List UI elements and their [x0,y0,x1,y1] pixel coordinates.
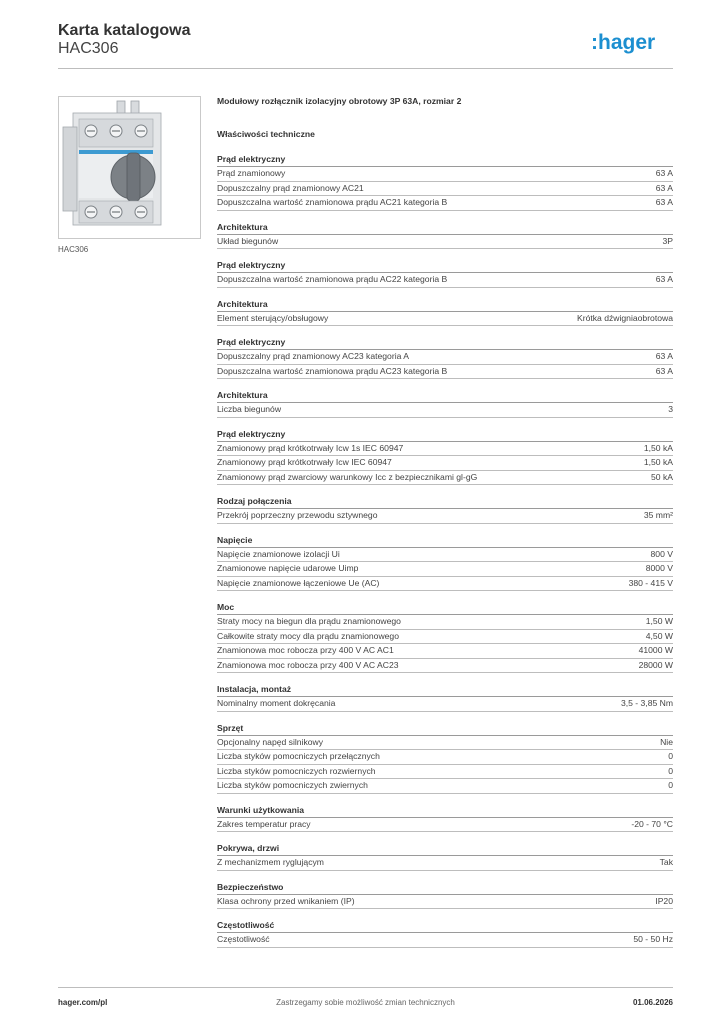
spec-group [217,842,673,871]
spec-label: Straty mocy na biegun dla prądu znamionowego [217,616,401,626]
spec-value: Nie [660,736,673,747]
spec-group [217,336,673,379]
spec-row [217,350,673,365]
group-title: Napięcie [217,534,673,548]
spec-value: 800 V [650,548,673,559]
group-title: Sprzęt [217,722,673,736]
spec-group [217,153,673,211]
spec-label: Napięcie znamionowe izolacji Ui [217,548,340,559]
spec-row [217,856,673,871]
group-title: Moc [217,601,673,615]
spec-label: Znamionowa moc robocza przy 400 V AC AC23 [217,659,399,670]
spec-row [217,818,673,833]
spec-label: Liczba styków pomocniczych zwiernych [217,780,368,790]
spec-group [217,298,673,327]
spec-label: Układ biegunów [217,235,279,246]
spec-label: Z mechanizmem ryglującym [217,857,324,867]
spec-value: 41000 W [638,645,673,655]
footer-date: 01.06.2026 [632,998,673,1007]
spec-group [217,428,673,486]
spec-label: Znamionowa moc robocza przy 400 V AC AC1 [217,645,394,655]
spec-label: Dopuszczalny prąd znamionowy AC21 [217,182,364,193]
spec-value: 63 A [655,168,673,178]
spec-row [217,509,673,524]
spec-label: Znamionowe napięcie udarowe Uimp [217,563,359,573]
spec-value: 50 kA [651,471,673,482]
spec-value: 3P [662,235,673,246]
spec-value: Krótka dźwigniaobrotowa [576,312,673,323]
spec-label: Dopuszczalna wartość znamionowa prądu AC23 kategoria B [217,365,448,376]
group-title: Bezpieczeństwo [217,881,673,895]
spec-row [217,456,673,471]
header-divider [58,68,673,69]
spec-value: 63 A [655,351,673,361]
product-code: HAC306 [58,40,119,57]
hager-logo[interactable] [591,29,673,55]
spec-group [217,722,673,794]
group-title: Rodzaj połączenia [217,495,673,509]
spec-group [217,221,673,250]
spec-value: 1,50 W [645,616,673,626]
spec-row [217,182,673,197]
spec-value: -20 - 70 °C [631,818,673,829]
spec-value: 63 A [655,365,673,376]
spec-label: Klasa ochrony przed wnikaniem (IP) [217,895,355,906]
group-title: Prąd elektryczny [217,153,673,167]
spec-label: Liczba styków pomocniczych rozwiernych [217,765,376,776]
spec-value: 3,5 - 3,85 Nm [620,698,673,708]
group-title: Prąd elektryczny [217,428,673,442]
spec-row [217,403,673,418]
spec-row [217,365,673,380]
spec-label: Nominalny moment dokręcania [217,698,336,708]
product-title: Modułowy rozłącznik izolacyjny obrotowy 3P 63A, rozmiar 2 [217,96,462,106]
group-title: Architektura [217,298,673,312]
group-title: Prąd elektryczny [217,259,673,273]
spec-value: Tak [659,857,673,867]
spec-label: Zakres temperatur pracy [217,818,311,829]
spec-row [217,312,673,327]
logo-text: :hager [591,31,656,54]
spec-group [217,804,673,833]
spec-content [217,96,673,958]
spec-value: 0 [668,780,673,790]
spec-row [217,697,673,712]
spec-value: 63 A [655,182,673,193]
spec-group [217,601,673,673]
spec-row [217,235,673,250]
spec-label: Napięcie znamionowe łączeniowe Ue (AC) [217,577,380,588]
page-header [58,22,673,66]
spec-row [217,577,673,592]
spec-value: IP20 [655,895,673,906]
spec-value: 3 [668,404,673,414]
group-title: Częstotliwość [217,919,673,933]
spec-label: Dopuszczalna wartość znamionowa prądu AC22 kategoria B [217,274,448,284]
spec-row [217,196,673,211]
spec-group [217,881,673,910]
group-title: Instalacja, montaż [217,683,673,697]
spec-group [217,495,673,524]
spec-value: 0 [668,765,673,776]
spec-label: Częstotliwość [217,934,270,944]
footer-divider [58,987,673,988]
spec-value: 63 A [655,197,673,207]
spec-group [217,534,673,592]
spec-row [217,562,673,577]
spec-label: Dopuszczalny prąd znamionowy AC23 kategoria A [217,351,410,361]
spec-label: Opcjonalny napęd silnikowy [217,736,324,747]
section-title: Właściwości techniczne [217,129,315,139]
spec-row [217,933,673,948]
spec-label: Znamionowy prąd krótkotrwały Icw 1s IEC 60947 [217,442,404,453]
spec-group [217,259,673,288]
product-image [58,96,201,239]
document-title: Karta katalogowa [58,22,191,39]
group-title: Pokrywa, drzwi [217,842,673,856]
spec-row [217,736,673,751]
spec-value: 380 - 415 V [628,577,673,588]
spec-row [217,750,673,765]
spec-label: Znamionowy prąd zwarciowy warunkowy Icc z bezpiecznikami gl-gG [217,471,478,482]
spec-row [217,644,673,659]
spec-row [217,442,673,457]
spec-label: Liczba styków pomocniczych przełącznych [217,751,380,761]
spec-value: 28000 W [638,659,673,670]
spec-row [217,895,673,910]
spec-value: 4,50 W [645,630,673,641]
spec-label: Liczba biegunów [217,404,282,414]
footer-url[interactable]: hager.com/pl [58,998,108,1007]
group-title: Prąd elektryczny [217,336,673,350]
spec-value: 1,50 kA [643,457,673,467]
spec-row [217,273,673,288]
spec-label: Dopuszczalna wartość znamionowa prądu AC21 kategoria B [217,197,448,207]
spec-value: 50 - 50 Hz [633,934,673,944]
spec-value: 0 [668,751,673,761]
footer-disclaimer: Zastrzegamy sobie możliwość zmian technicznych [276,998,455,1007]
spec-row [217,779,673,794]
spec-row [217,659,673,674]
spec-value: 63 A [655,274,673,284]
spec-group [217,389,673,418]
spec-group [217,683,673,712]
image-caption: HAC306 [58,245,89,254]
group-title: Architektura [217,221,673,235]
spec-label: Przekrój poprzeczny przewodu sztywnego [217,510,378,520]
spec-value: 35 mm² [643,510,673,520]
spec-row [217,548,673,563]
spec-group [217,919,673,948]
spec-row [217,765,673,780]
spec-row [217,471,673,486]
spec-groups [217,153,673,948]
spec-value: 8000 V [645,563,673,573]
spec-label: Całkowite straty mocy dla prądu znamionowego [217,630,399,641]
spec-label: Znamionowy prąd krótkotrwały Icw IEC 60947 [217,457,392,467]
spec-label: Prąd znamionowy [217,168,286,178]
spec-row [217,615,673,630]
spec-value: 1,50 kA [643,442,673,453]
spec-label: Element sterujący/obsługowy [217,312,329,323]
group-title: Architektura [217,389,673,403]
group-title: Warunki użytkowania [217,804,673,818]
spec-row [217,630,673,645]
spec-row [217,167,673,182]
